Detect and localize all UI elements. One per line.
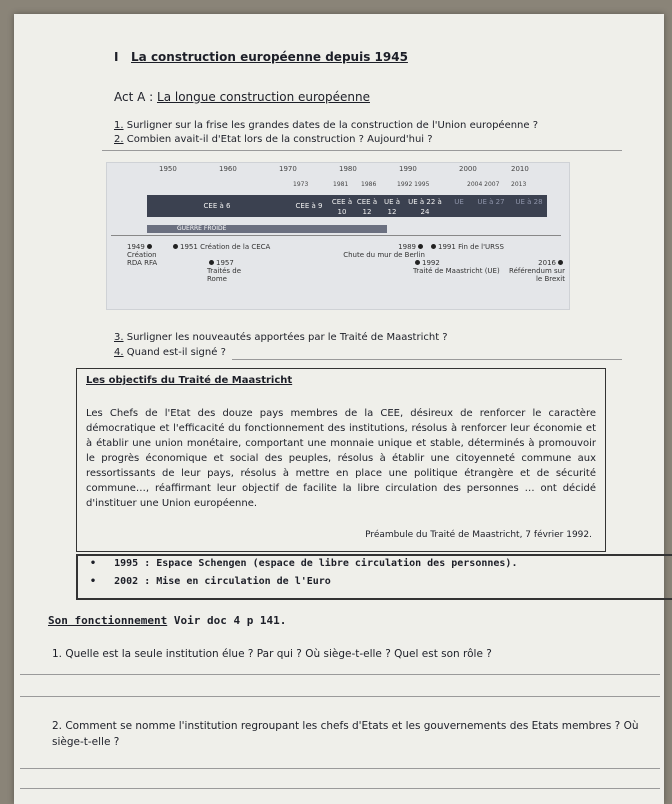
segment-cee-12: CEE à 12 — [356, 198, 378, 216]
year-label: 1981 — [333, 181, 349, 188]
event-year: 1992 — [422, 259, 440, 267]
event-1951 — [171, 243, 270, 251]
event-dot — [418, 244, 423, 249]
key-date-item: • 1995 : Espace Schengen (espace de libre circulation des personnes). — [90, 558, 518, 569]
question-number: 2. — [114, 134, 124, 145]
fonctionnement-label: Son fonctionnement — [48, 614, 168, 627]
event-label: Fin de l'URSS — [458, 243, 504, 251]
question-number: 4. — [114, 347, 124, 358]
timeline-axis — [111, 235, 561, 236]
key-date-item: • 2002 : Mise en circulation de l'Euro — [90, 576, 331, 587]
event-dot — [415, 260, 420, 265]
year-label: 2013 — [511, 181, 527, 188]
act-title-text: La longue construction européenne — [157, 90, 370, 104]
membership-bar — [147, 195, 547, 217]
answer-line — [232, 359, 622, 360]
answer-line — [102, 150, 622, 151]
event-2016 — [503, 259, 565, 283]
section-number: I — [114, 50, 119, 64]
segment-cee-10: CEE à 10 — [331, 198, 353, 216]
decade-label: 1990 — [399, 165, 417, 173]
decade-label: 2010 — [511, 165, 529, 173]
year-label: 1986 — [361, 181, 377, 188]
question-1 — [114, 120, 538, 131]
event-year: 1951 — [180, 243, 198, 251]
event-dot — [558, 260, 563, 265]
decade-label: 1980 — [339, 165, 357, 173]
year-label: 1973 — [293, 181, 309, 188]
act-label: Act A : — [114, 90, 154, 104]
event-1992 — [413, 259, 503, 275]
event-dot — [173, 244, 178, 249]
event-dot — [209, 260, 214, 265]
segment-ue-12: UE à 12 — [383, 198, 401, 216]
act-title — [114, 90, 370, 104]
event-year: 1991 — [438, 243, 456, 251]
fonctionnement-ref: Voir doc 4 p 141. — [173, 614, 287, 627]
question-bottom-1: 1. Quelle est la seule institution élue ? Par qui ? Où siège-t-elle ? Quel est son rôle ? — [52, 648, 492, 660]
key-date-text: 1995 : Espace Schengen (espace de libre circulation des personnes). — [114, 558, 518, 569]
excerpt-body: Les Chefs de l'Etat des douze pays membres de la CEE, désireux de renforcer le caractère démocratique et l'efficacité du fonctionnement des institutions, résolus à renforcer leur économie et à établir une union monétaire, comportant une monnaie unique et stable, déterminés à promouvoir le progrès économique et social des peuples, résolus à établir une citoyenneté commune aux ressortissants de leur pays, résolus à mettre en place une politique étrangère et de sécurité commune…, réaffirmant leur objectif de facilite la libre circulation des personnes … ont décidé d'instituer une Union européenne. — [86, 408, 596, 509]
event-label: Chute du mur de Berlin — [343, 251, 425, 259]
event-label: Création RDA RFA — [127, 251, 158, 267]
question-text: Combien avait-il d'Etat lors de la construction ? Aujourd'hui ? — [126, 134, 433, 145]
worksheet-page — [14, 14, 664, 804]
answer-line — [20, 696, 660, 697]
event-label: Création de la CECA — [200, 243, 271, 251]
decade-label: 1960 — [219, 165, 237, 173]
event-year: 1949 — [127, 243, 145, 251]
event-year: 2016 — [538, 259, 556, 267]
segment-cee-9: CEE à 9 — [295, 202, 323, 210]
event-label: Traités de Rome — [207, 267, 242, 283]
event-dot — [147, 244, 152, 249]
key-date-text: 2002 : Mise en circulation de l'Euro — [114, 576, 331, 587]
excerpt-title: Les objectifs du Traité de Maastricht — [86, 375, 293, 386]
timeline-frieze — [106, 162, 570, 310]
question-number: 1. — [114, 120, 124, 131]
fonctionnement-heading — [48, 614, 286, 627]
decade-label: 1970 — [279, 165, 297, 173]
event-year: 1989 — [398, 243, 416, 251]
question-text: Quand est-il signé ? — [126, 347, 226, 358]
answer-line — [20, 768, 660, 769]
answer-line — [20, 674, 660, 675]
event-1991 — [429, 243, 504, 251]
event-1949 — [127, 243, 167, 267]
year-label: 1992 1995 — [397, 181, 430, 188]
year-label: 2004 2007 — [467, 181, 500, 188]
excerpt-source: Préambule du Traité de Maastricht, 7 février 1992. — [365, 530, 592, 540]
key-dates-list — [90, 558, 517, 594]
answer-line — [20, 788, 660, 789]
question-bottom-2: 2. Comment se nomme l'institution regroupant les chefs d'Etats et les gouvernements des Etats membres ? Où siège-t-elle ? — [52, 720, 639, 748]
event-dot — [431, 244, 436, 249]
segment-ue-27: UE à 27 — [477, 198, 505, 206]
question-text: Surligner sur la frise les grandes dates de la construction de l'Union européenne ? — [126, 120, 539, 131]
question-text: Surligner les nouveautés apportées par le Traité de Maastricht ? — [126, 332, 448, 343]
question-number: 3. — [114, 332, 124, 343]
decade-label: 2000 — [459, 165, 477, 173]
event-1989 — [305, 243, 425, 259]
segment-ue-28: UE à 28 — [515, 198, 543, 206]
question-4 — [114, 347, 226, 358]
segment-ue: UE — [454, 198, 464, 206]
question-3 — [114, 332, 448, 343]
event-label: Traité de Maastricht (UE) — [413, 267, 500, 275]
cold-war-band: GUERRE FROIDE — [147, 225, 387, 233]
section-title — [114, 50, 408, 64]
decade-label: 1950 — [159, 165, 177, 173]
section-title-text: La construction européenne depuis 1945 — [131, 50, 408, 64]
segment-ue-22-24: UE à 22 à 24 — [408, 198, 442, 216]
event-year: 1957 — [216, 259, 234, 267]
event-label: Référendum sur le Brexit — [509, 267, 565, 283]
segment-cee-6: CEE à 6 — [203, 202, 231, 210]
event-1957 — [207, 259, 257, 283]
question-2 — [114, 134, 433, 145]
